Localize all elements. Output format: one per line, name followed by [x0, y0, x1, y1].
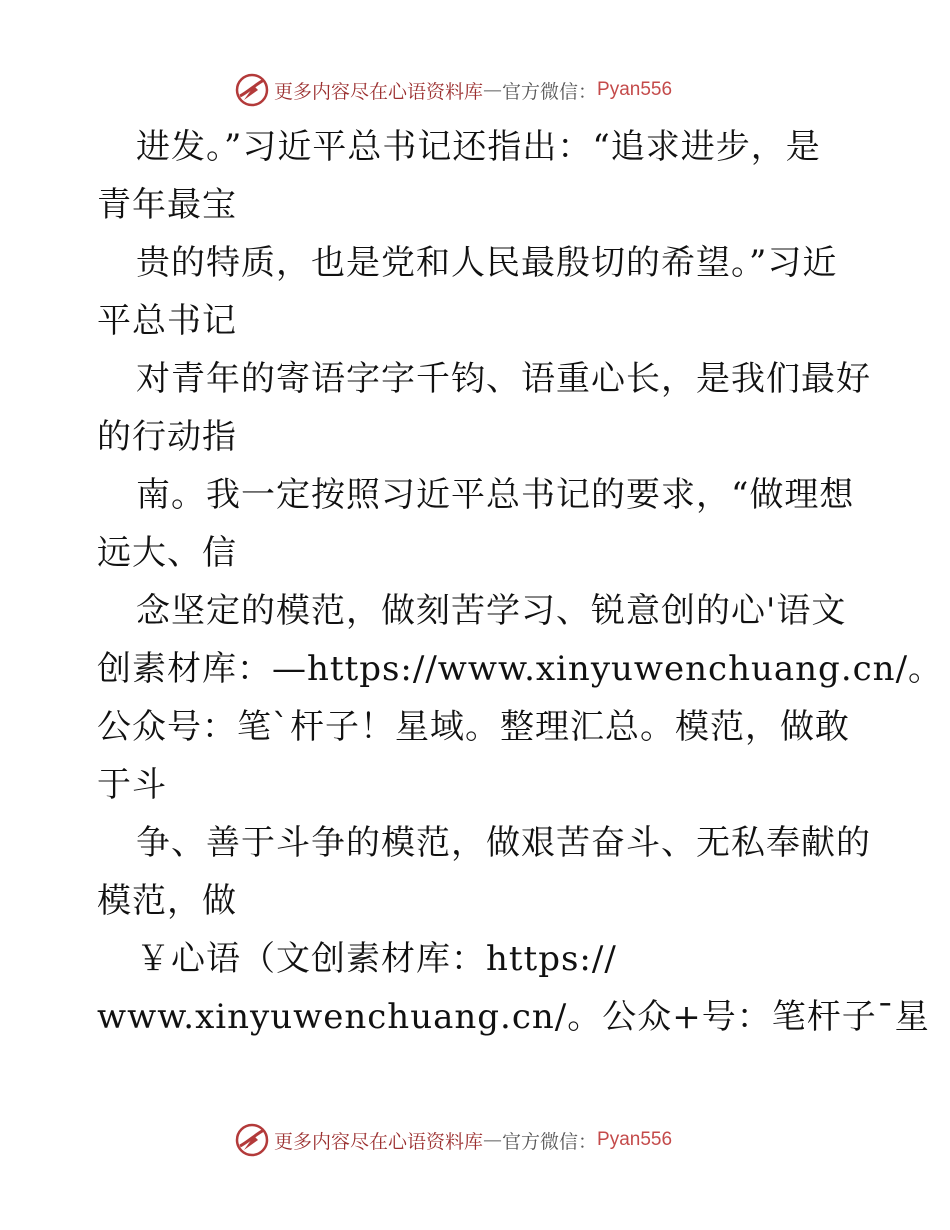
body-line: www.xinyuwenchuang.cn/。公众+号：笔杆子¯星	[97, 997, 930, 1037]
body-line: 创素材库：—https://www.xinyuwenchuang.cn/。	[97, 649, 944, 689]
banner-wechat-label: 官方微信：	[502, 80, 598, 103]
body-line: 对青年的寄语字字千钧、语重心长，是我们最好	[136, 359, 871, 399]
banner-wechat-label: 官方微信：	[502, 1130, 598, 1153]
body-line: 青年最宝	[97, 185, 237, 225]
body-line: 争、善于斗争的模范，做艰苦奋斗、无私奉献的	[136, 823, 871, 863]
banner-wechat-id: Pyan556	[597, 79, 673, 100]
footer-banner	[234, 1120, 672, 1160]
banner-separator: —	[483, 79, 503, 101]
body-line: 贵的特质，也是党和人民最殷切的希望。”习近	[136, 243, 838, 283]
body-line: 南。我一定按照习近平总书记的要求，“做理想	[136, 475, 855, 515]
pen-logo-icon	[234, 72, 270, 108]
banner-separator: —	[483, 1129, 503, 1151]
body-line: 于斗	[97, 765, 167, 805]
body-line: 的行动指	[97, 417, 237, 457]
body-line: 进发。”习近平总书记还指出：“追求进步，是	[136, 127, 821, 167]
banner-text: 更多内容尽在心语资料库	[274, 80, 484, 103]
body-line: 公众号：笔`杆子！星域。整理汇总。模范，做敢	[97, 707, 850, 747]
body-line: 念坚定的模范，做刻苦学习、锐意创的心'语文	[136, 591, 847, 631]
body-line: 远大、信	[97, 533, 237, 573]
banner-wechat-id: Pyan556	[597, 1129, 673, 1150]
header-banner	[234, 70, 672, 110]
body-line: 模范，做	[97, 881, 237, 921]
body-line: 平总书记	[97, 301, 237, 341]
banner-text: 更多内容尽在心语资料库	[274, 1130, 484, 1153]
body-line: ￥心语（文创素材库：https://	[136, 939, 617, 979]
pen-logo-icon	[234, 1122, 270, 1158]
